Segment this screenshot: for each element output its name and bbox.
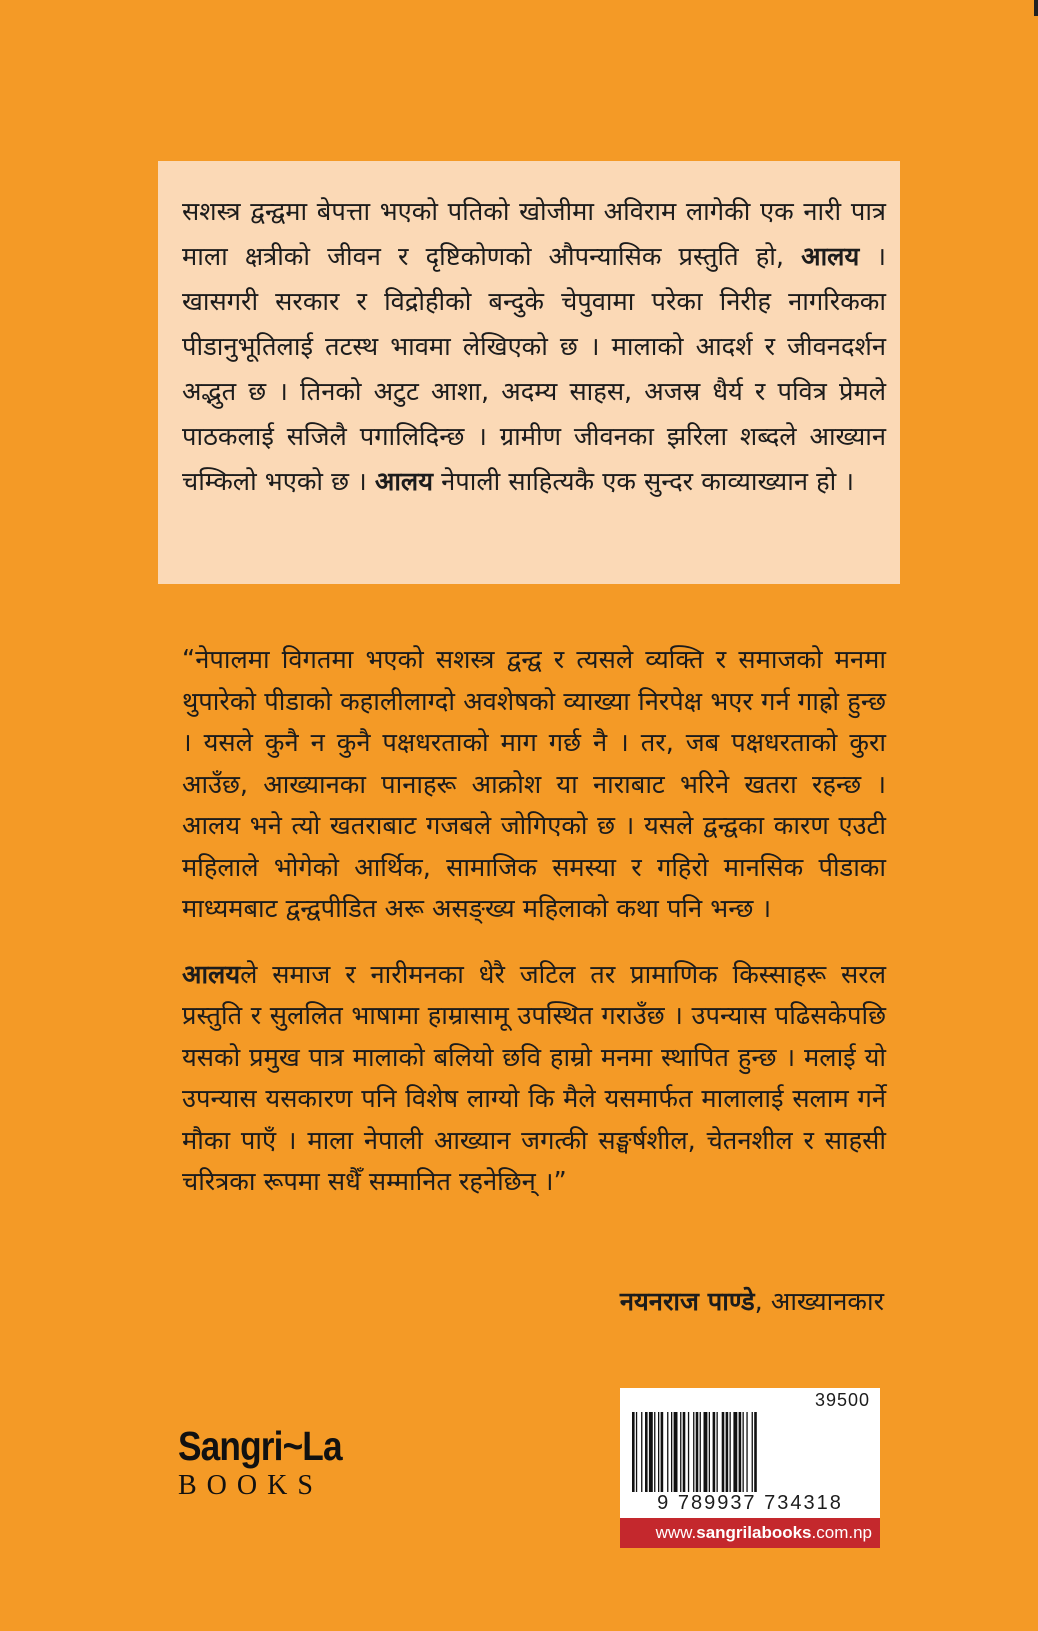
review-quote <box>182 640 886 1228</box>
barcode-bar <box>649 1412 653 1492</box>
attribution <box>620 1284 884 1318</box>
barcode-bar <box>658 1412 659 1492</box>
url-prefix: www. <box>655 1523 697 1542</box>
barcode-bar <box>746 1412 747 1492</box>
barcode-bar <box>754 1412 757 1492</box>
barcode-bars <box>628 1412 872 1492</box>
blurb-line: सशस्त्र द्वन्द्वमा बेपत्ता भएको पतिको खोजीमा अविराम लागेकी एक नारी पात्र माला क्षत्रीको जीवन र दृष्टिकोणको औपन्यासिक प्रस्तुति हो, <box>182 197 886 272</box>
barcode-bar <box>713 1412 716 1492</box>
barcode-bar <box>733 1412 737 1492</box>
barcode-bar <box>743 1412 744 1492</box>
barcode-bar <box>693 1412 694 1492</box>
barcode-bar <box>688 1412 689 1492</box>
barcode-bar <box>752 1412 753 1492</box>
blurb-line: । खासगरी सरकार र विद्रोहीको बन्दुके चेपुवामा परेका निरीह नागरिकका पीडानुभूतिलाई तटस्थ भावमा लेखिएको छ । मालाको आदर्श र जीवनदर्शन अद्भुत छ । तिनको अटुट आशा, अदम्य साहस, अजस्र धैर्य र पवित्र प्रेमले पाठकलाई सजिलै पगालिदिन्छ । ग्रामीण जीवनका झरिला शब्दले आख्यान चम्किलो भएको छ । <box>182 242 886 497</box>
barcode-bar <box>674 1412 678 1492</box>
barcode-bar <box>704 1412 708 1492</box>
isbn-number: 9 789937 734318 <box>657 1492 843 1514</box>
barcode-bar <box>730 1412 731 1492</box>
barcode-bar <box>661 1412 664 1492</box>
barcode-bar <box>700 1412 701 1492</box>
barcode-bar <box>726 1412 729 1492</box>
quote-paragraph-2-text: ले समाज र नारीमनका धेरै जटिल तर प्रामाणिक किस्साहरू सरल प्रस्तुति र सुललित भाषामा हाम्रासामू उपस्थित गराउँछ । उपन्यास पढिसकेपछि यसको प्रमुख पात्र मालाको बलियो छवि हाम्रो मनमा स्थापित हुन्छ । मलाई यो उपन्यास यसकारण पनि विशेष लाग्यो कि मैले यसमार्फत मालालाई सलाम गर्ने मौका पाएँ । माला नेपाली आख्यान जगत्की सङ्घर्षशील, चेतनशील र साहसी चरित्रका रूपमा सधैँ सम्मानित रहनेछिन् ।” <box>182 959 886 1197</box>
publisher-logo <box>178 1423 348 1501</box>
quote-paragraph-2 <box>182 955 886 1204</box>
barcode-bar <box>667 1412 668 1492</box>
book-title: आलय <box>374 467 434 497</box>
barcode-bar <box>709 1412 710 1492</box>
blurb-text <box>182 190 886 505</box>
barcode-bar <box>654 1412 655 1492</box>
barcode-bar <box>632 1412 635 1492</box>
barcode-bar <box>696 1412 699 1492</box>
website-bar <box>620 1518 880 1548</box>
url-domain: sangrilabooks <box>696 1523 812 1542</box>
logo-main-text: Sangri~La <box>178 1423 342 1469</box>
barcode-bar <box>680 1412 681 1492</box>
edge-mark <box>1034 0 1038 16</box>
book-title: आलय <box>801 242 860 272</box>
barcode-bar <box>671 1412 672 1492</box>
reviewer-name: नयनराज पाण्डे <box>619 1287 755 1317</box>
barcode-bar <box>645 1412 648 1492</box>
barcode-bar <box>739 1412 742 1492</box>
barcode-bar <box>683 1412 686 1492</box>
logo-sub-text: BOOKS <box>178 1470 323 1501</box>
barcode-bar <box>636 1412 637 1492</box>
blurb-line: नेपाली साहित्यकै एक सुन्दर काव्याख्यान हो । <box>433 467 854 497</box>
book-title: आलय <box>182 959 241 990</box>
barcode <box>620 1388 880 1518</box>
quote-paragraph-1: “नेपालमा विगतमा भएको सशस्त्र द्वन्द्व र त्यसले व्यक्ति र समाजको मनमा थुपारेको पीडाको कहालीलाग्दो अवशेषको व्याख्या निरपेक्ष भएर गर्न गाह्रो हुन्छ । यसले कुनै न कुनै पक्षधरताको माग गर्छ नै । तर, जब पक्षधरताको कुरा आउँछ, आख्यानका पानाहरू आक्रोश या नाराबाट भरिने खतरा रहन्छ । आलय भने त्यो खतराबाट गजबले जोगिएको छ । यसले द्वन्द्वका कारण एउटी महिलाले भोगेको आर्थिक, सामाजिक समस्या र गहिरो मानसिक पीडाका माध्यमबाट द्वन्द्वपीडित अरू असङ्ख्य महिलाको कथा पनि भन्छ । <box>182 645 886 924</box>
barcode-bar <box>717 1412 718 1492</box>
barcode-bar <box>641 1412 642 1492</box>
barcode-bar <box>722 1412 725 1492</box>
reviewer-role: , आख्यानकार <box>754 1287 884 1317</box>
url-suffix: .com.np <box>811 1523 872 1542</box>
barcode-price: 39500 <box>814 1390 870 1410</box>
